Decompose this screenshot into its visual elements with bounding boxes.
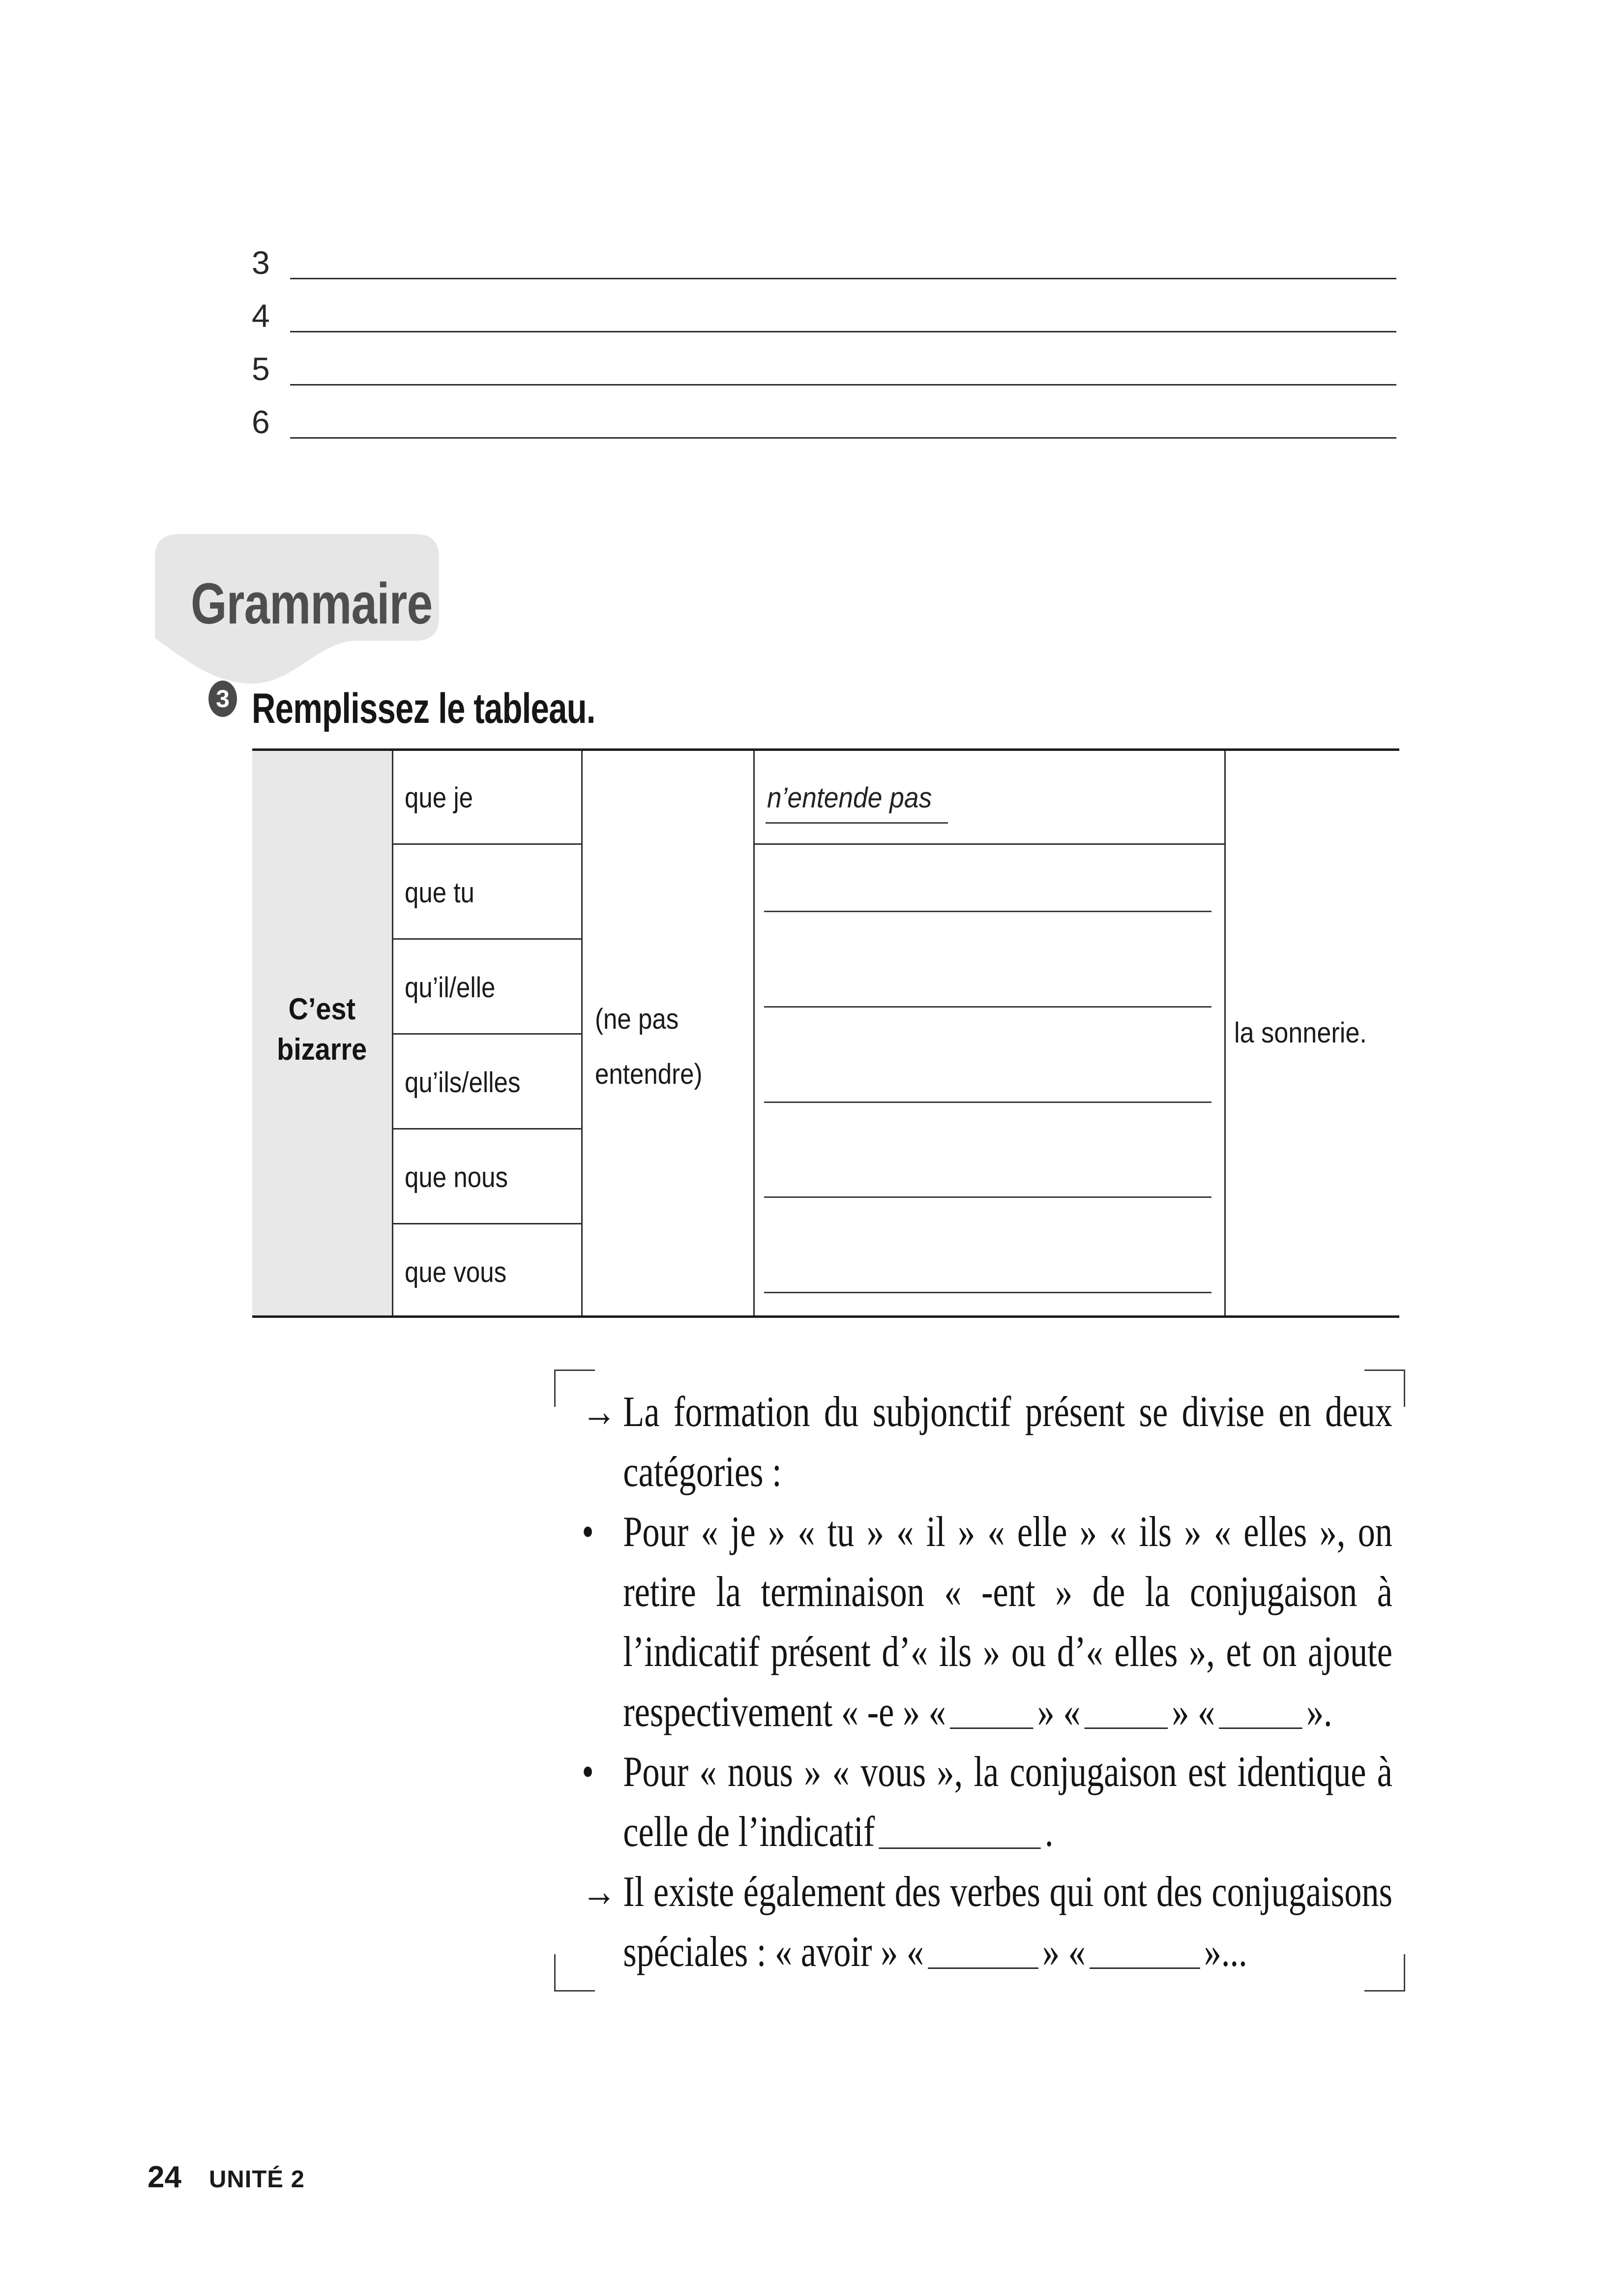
note-text: » «: [1037, 1688, 1081, 1736]
grammar-note: [580, 1382, 1392, 1982]
complement-cell: la sonnerie.: [1234, 1017, 1367, 1049]
unit-label: UNITÉ 2: [208, 2166, 305, 2193]
answer-blank-line[interactable]: [290, 384, 1396, 386]
table-row-rule: [393, 1128, 581, 1130]
answer-line-number: 5: [252, 351, 270, 387]
note-text: ».: [1306, 1688, 1332, 1736]
note-paragraph: [580, 1862, 1392, 1982]
table-column-rule: [1224, 751, 1226, 1315]
bullet-icon: •: [582, 1748, 594, 1796]
subject-cell: que tu: [405, 877, 474, 909]
fill-in-blank[interactable]: [1085, 1725, 1168, 1729]
note-paragraph: [580, 1502, 1392, 1742]
exercise-number-badge: 3: [208, 681, 237, 717]
table-row-header-line2: bizarre: [277, 1033, 367, 1067]
fill-in-blank[interactable]: [928, 1965, 1038, 1969]
note-text: Pour « je » « tu » « il » « elle » « ils » « elles », on retire la terminaison « -ent » de la conjugaison à l’indicatif présent d’« ils » ou d’« elles », et on ajoute respectivement « -e » «: [623, 1508, 1392, 1736]
verb-hint-line2: entendre): [595, 1058, 703, 1090]
answer-blank-line[interactable]: [290, 278, 1396, 279]
table-row-rule: [393, 843, 581, 845]
answer-writing-line[interactable]: [764, 1196, 1211, 1198]
table-column-rule: [753, 751, 755, 1315]
subject-cell: que nous: [405, 1161, 508, 1193]
answer-line-number: 3: [252, 244, 270, 281]
answer-line-number: 4: [252, 298, 270, 334]
answer-writing-line[interactable]: [764, 1006, 1211, 1008]
answer-writing-line[interactable]: [764, 1101, 1211, 1103]
note-paragraph: [580, 1382, 1392, 1502]
answer-writing-line[interactable]: [764, 911, 1211, 912]
page-number: 24: [148, 2160, 181, 2194]
exercise-title: Remplissez le tableau.: [252, 685, 595, 732]
fill-in-blank[interactable]: [950, 1725, 1033, 1729]
subject-cell: que je: [405, 782, 473, 814]
note-text: .: [1044, 1808, 1054, 1856]
arrow-icon: →: [582, 1388, 617, 1436]
note-text: » «: [1172, 1688, 1215, 1736]
table-row-header: [252, 989, 392, 1070]
subject-cell: qu’il/elle: [405, 972, 496, 1004]
section-title: Grammaire: [191, 571, 433, 636]
subject-cell: qu’ils/elles: [405, 1067, 521, 1099]
table-row-rule: [393, 1033, 581, 1035]
table-row-rule: [755, 843, 1224, 845]
answer-blank-line[interactable]: [290, 331, 1396, 332]
table-row-rule: [393, 1223, 581, 1224]
note-text: Il existe également des verbes qui ont des conjugaisons spéciales : « avoir » «: [623, 1868, 1392, 1976]
table-row-header-line1: C’est: [288, 992, 356, 1026]
example-answer: n’entende pas: [767, 782, 932, 814]
conjugation-table: [252, 748, 1399, 1318]
example-answer-underline: [766, 822, 948, 824]
fill-in-blank[interactable]: [1090, 1965, 1200, 1969]
arrow-icon: →: [582, 1868, 617, 1916]
note-text: »...: [1204, 1928, 1247, 1976]
table-column-rule: [581, 751, 583, 1315]
note-text: Pour « nous » « vous », la conjugaison est identique à celle de l’indicatif: [623, 1748, 1392, 1856]
answer-writing-line[interactable]: [764, 1292, 1211, 1293]
subject-cell: que vous: [405, 1256, 507, 1288]
fill-in-blank[interactable]: [1219, 1725, 1302, 1729]
verb-hint-line1: (ne pas: [595, 1003, 679, 1035]
table-row-rule: [393, 938, 581, 940]
fill-in-blank[interactable]: [879, 1845, 1041, 1849]
note-text: » «: [1042, 1928, 1086, 1976]
answer-line-number: 6: [252, 404, 270, 440]
page-footer: [148, 2160, 305, 2195]
note-text: La formation du subjonctif présent se divise en deux catégories :: [623, 1388, 1392, 1496]
table-bottom-rule: [252, 1315, 1399, 1318]
table-top-rule: [252, 748, 1399, 751]
bullet-icon: •: [582, 1508, 594, 1556]
answer-blank-line[interactable]: [290, 437, 1396, 439]
note-paragraph: [580, 1742, 1392, 1862]
verb-hint-cell: [595, 992, 703, 1102]
